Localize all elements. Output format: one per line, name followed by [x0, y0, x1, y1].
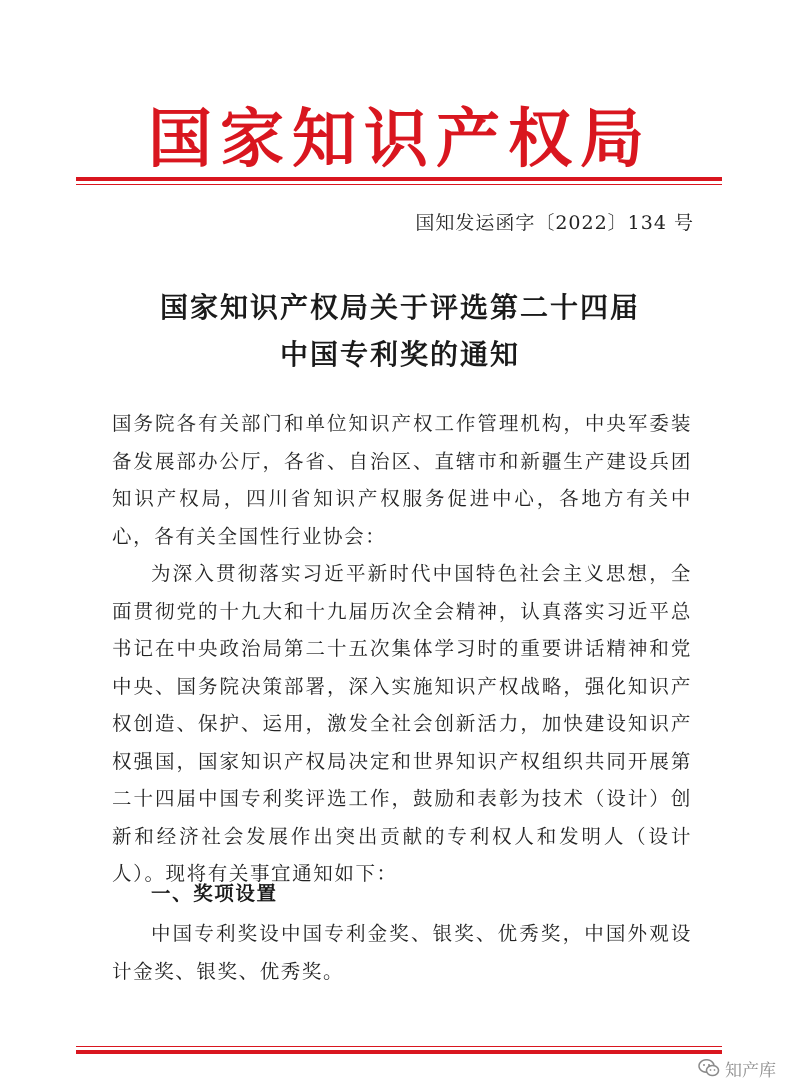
footer-rule-thin	[76, 1046, 722, 1047]
recipients-paragraph: 国务院各有关部门和单位知识产权工作管理机构，中央军委装备发展部办公厅，各省、自治区、直辖市和新疆生产建设兵团知识产权局，四川省知识产权服务促进中心，各地方有关中心，各有关全国性行业协会：	[112, 412, 692, 548]
awards-paragraph: 中国专利奖设中国专利金奖、银奖、优秀奖，中国外观设计金奖、银奖、优秀奖。	[112, 922, 692, 983]
watermark-label: 知产库	[725, 1060, 776, 1081]
main-paragraph: 为深入贯彻落实习近平新时代中国特色社会主义思想，全面贯彻党的十九大和十九届历次全会精神，认真落实习近平总书记在中央政治局第二十五次集体学习时的重要讲话精神和党中央、国务院决策部署，深入实施知识产权战略，强化知识产权创造、保护、运用，激发全社会创新活力，加快建设知识产权强国，国家知识产权局决定和世界知识产权组织共同开展第二十四届中国专利奖评选工作，鼓励和表彰为技术（设计）创新和经济社会发展作出突出贡献的专利权人和发明人（设计人）。现将有关事宜通知如下：	[112, 562, 692, 885]
header-rule-thick	[76, 177, 722, 181]
agency-header: 国家知识产权局	[148, 102, 652, 177]
document-title-line1: 国家知识产权局关于评选第二十四届	[159, 291, 640, 324]
header-rule-thin	[76, 184, 722, 185]
document-title-line2: 中国专利奖的通知	[279, 338, 520, 371]
section-heading-awards: 一、奖项设置	[151, 882, 278, 905]
watermark	[698, 1056, 776, 1080]
wechat-icon	[698, 1058, 720, 1078]
footer-rule-thick	[76, 1050, 722, 1054]
document-number: 国知发运函字〔2022〕134 号	[415, 212, 694, 234]
